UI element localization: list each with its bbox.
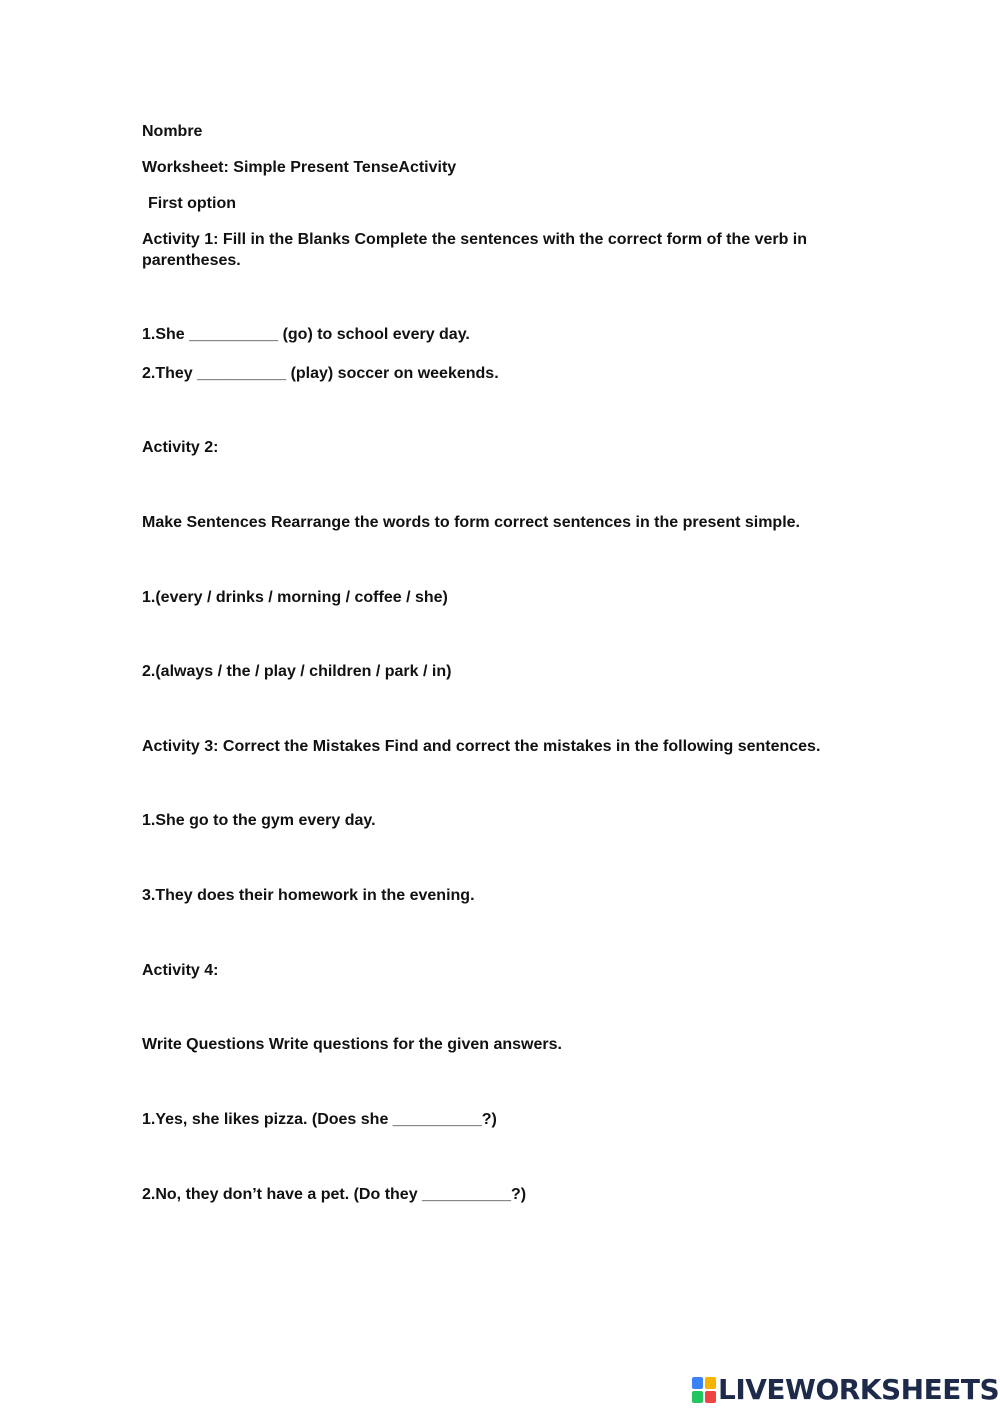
activity-2-item-2: 2.(always / the / play / children / park / in) <box>142 663 452 680</box>
name-label: Nombre <box>142 123 203 140</box>
liveworksheets-logo <box>692 1374 999 1406</box>
activity-2-instruction: Make Sentences Rearrange the words to form correct sentences in the present simple. <box>142 514 800 531</box>
activity-1-item-1: 1.She __________ (go) to school every day. <box>142 326 470 343</box>
logo-square-3 <box>692 1391 703 1403</box>
option-label: First option <box>148 195 236 212</box>
activity-3-item-2: 3.They does their homework in the evening. <box>142 887 475 904</box>
logo-square-4 <box>705 1391 716 1403</box>
activity-4-heading: Activity 4: <box>142 962 219 979</box>
activity-4-item-1: 1.Yes, she likes pizza. (Does she __________?) <box>142 1111 497 1128</box>
liveworksheets-logo-icon <box>692 1377 716 1403</box>
activity-3-heading: Activity 3: Correct the Mistakes Find and correct the mistakes in the following sentences. <box>142 738 821 755</box>
worksheet-title: Worksheet: Simple Present TenseActivity <box>142 159 457 176</box>
activity-2-heading: Activity 2: <box>142 439 219 456</box>
activity-2-item-1: 1.(every / drinks / morning / coffee / she) <box>142 589 448 606</box>
activity-1-heading: Activity 1: Fill in the Blanks Complete the sentences with the correct form of the verb in parentheses. <box>142 231 808 269</box>
logo-square-2 <box>705 1377 716 1389</box>
activity-1-item-2: 2.They __________ (play) soccer on weekends. <box>142 365 499 382</box>
activity-4-instruction: Write Questions Write questions for the given answers. <box>142 1036 562 1053</box>
logo-square-1 <box>692 1377 703 1389</box>
activity-4-item-2: 2.No, they don’t have a pet. (Do they __________?) <box>142 1186 527 1203</box>
activity-3-item-1: 1.She go to the gym every day. <box>142 812 376 829</box>
logo-text: LIVEWORKSHEETS <box>718 1373 1000 1406</box>
